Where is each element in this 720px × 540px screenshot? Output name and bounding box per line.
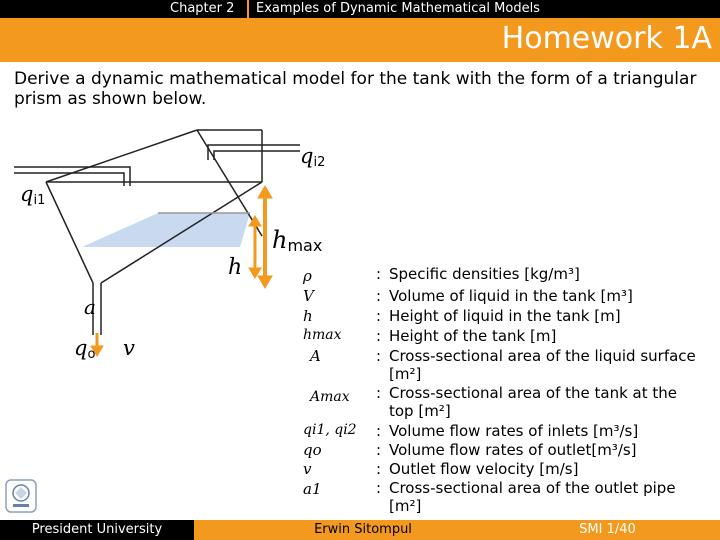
footer-page: SMI 1/40: [579, 522, 636, 537]
symbol-rho: ρ: [303, 267, 312, 285]
label-qo: $q_o$: [74, 336, 96, 362]
colon: :: [376, 287, 382, 305]
h-arrow: [249, 216, 261, 278]
symbol-V: V: [303, 287, 314, 305]
definition-text: Outlet flow velocity [m/s]: [389, 460, 579, 478]
definition-text: Volume of liquid in the tank [m³]: [389, 287, 633, 305]
colon: :: [376, 327, 382, 345]
definition-text: Cross-sectional area of the tank at the top [m²]: [389, 384, 678, 420]
inlet-pipe-2: [208, 145, 300, 160]
header-separator: [247, 0, 249, 18]
label-qi1: $q_{i1}$: [20, 182, 46, 208]
symbol-hmax: hmax: [303, 327, 342, 343]
definition-text: Volume flow rates of inlets [m³/s]: [389, 422, 639, 440]
hmax-arrow: [258, 186, 272, 288]
chapter-label: Chapter 2: [170, 1, 235, 16]
label-hmax: hmax: [272, 226, 323, 255]
symbol-qi1-qi2: qi1, qi2: [303, 422, 357, 438]
label-a: a: [84, 295, 96, 319]
definition-text: Specific densities [kg/m³]: [389, 265, 580, 283]
colon: :: [376, 479, 382, 497]
label-v: v: [123, 336, 135, 360]
colon: :: [376, 460, 382, 478]
definition-text: Height of liquid in the tank [m]: [389, 307, 621, 325]
symbol-Amax: Amax: [310, 389, 350, 405]
definition-text: Volume flow rates of outlet[m³/s]: [389, 441, 637, 459]
symbol-qo: qo: [303, 441, 322, 459]
footer-author: Erwin Sitompul: [314, 522, 412, 537]
slide-title: Homework 1A: [501, 21, 712, 56]
colon: :: [376, 307, 382, 325]
intro-text: Derive a dynamic mathematical model for the tank with the form of a triangular prism as shown below.: [14, 69, 697, 109]
symbol-A: A: [310, 347, 321, 365]
definition-text: Cross-sectional area of the outlet pipe [m²]: [389, 479, 676, 515]
symbol-v: v: [303, 460, 312, 478]
definition-text: Height of the tank [m]: [389, 327, 557, 345]
university-logo-icon: [4, 478, 38, 514]
symbol-h: h: [303, 307, 313, 325]
footer-university: President University: [0, 520, 194, 540]
definition-text: Cross-sectional area of the liquid surface [m²]: [389, 347, 696, 383]
colon: :: [376, 384, 382, 402]
label-h: h: [228, 255, 243, 280]
symbol-a1: a1: [303, 480, 322, 498]
colon: :: [376, 347, 382, 365]
colon: :: [376, 441, 382, 459]
chapter-title: Examples of Dynamic Mathematical Models: [256, 1, 540, 16]
label-qi2: $q_{i2}$: [300, 144, 326, 170]
colon: :: [376, 422, 382, 440]
colon: :: [376, 265, 382, 283]
